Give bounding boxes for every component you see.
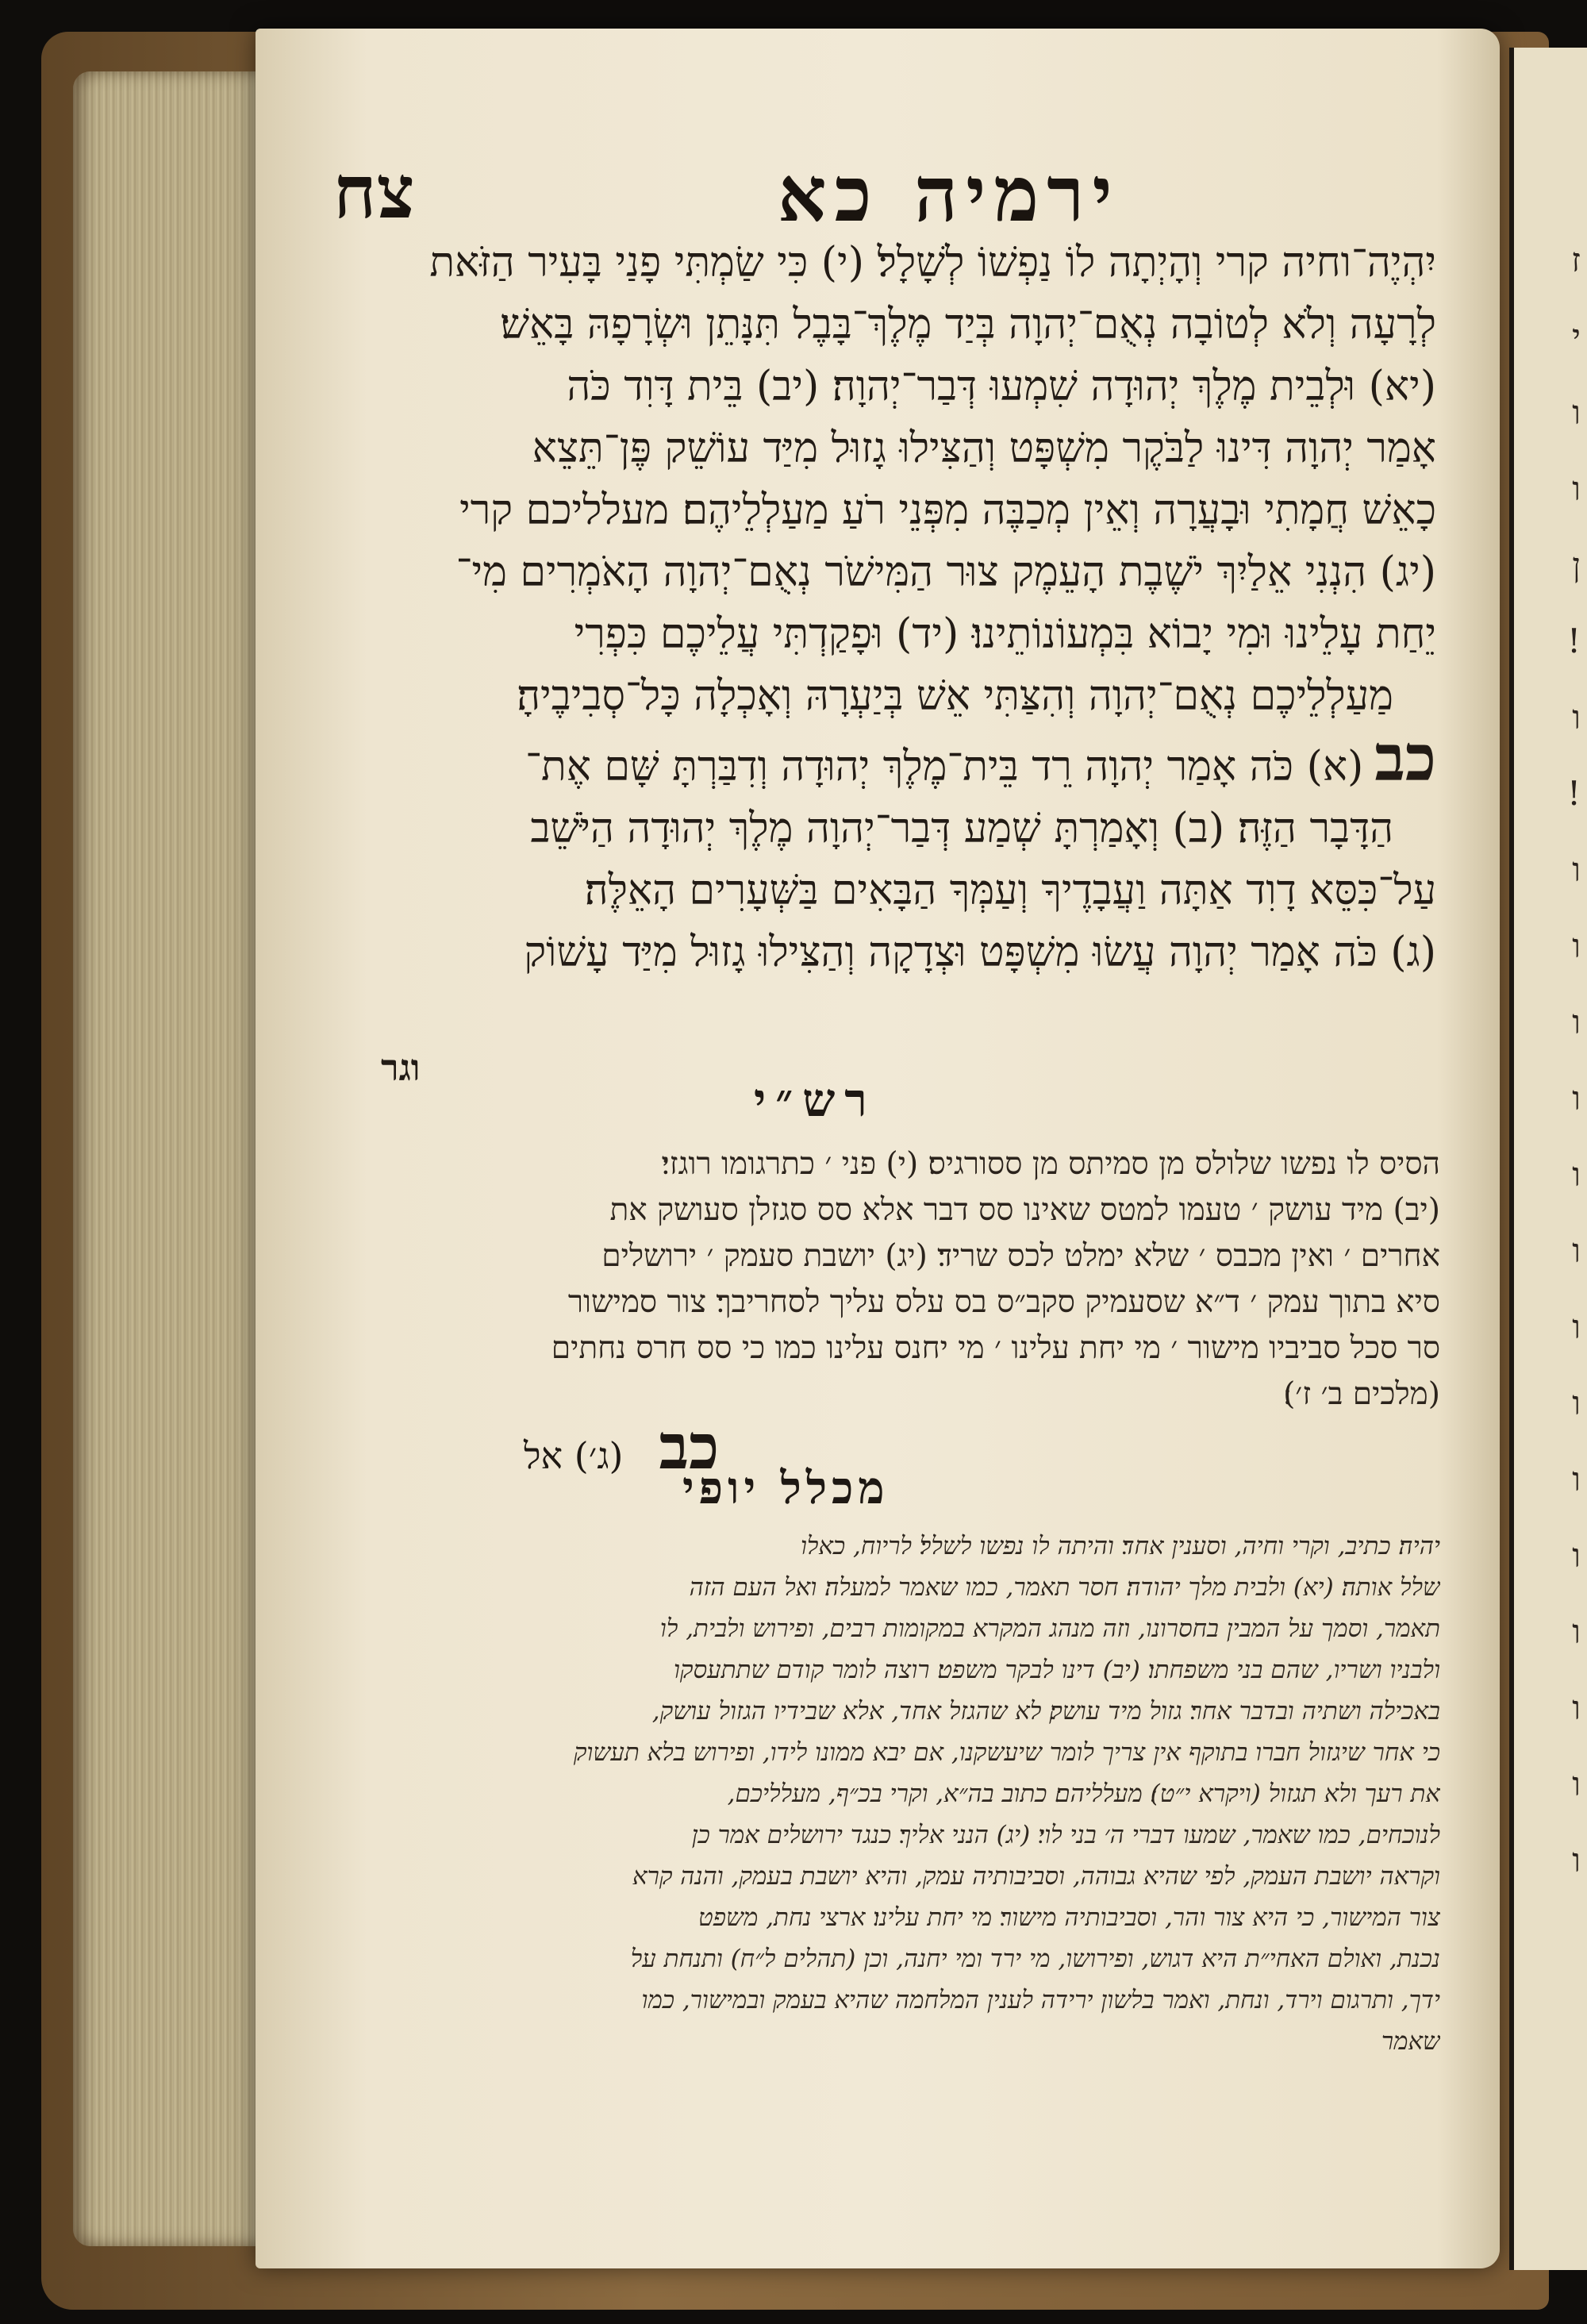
facing-page-glyph: ו	[1572, 926, 1581, 965]
mikhlal-line: וקראה יושבת העמק, לפי שהיא גבוהה, וסביבותיה עמק, והיא יושבת בעמק, והנה קרא	[632, 1862, 1440, 1891]
text-line: אָמַר יְהוָה דִּינוּ לַבֹּקֶר מִשְׁפָּט וְהַצִּילוּ גָזוּל מִיַּד עוֹשֵׁק פֶּן־תֵּצֵא	[532, 425, 1436, 472]
rashi-heading: רש״י	[754, 1073, 877, 1127]
rashi-line: הסיס לו נפשו שלולס מן סמיתס מן ססורגיס׃ (י) פני ׳ כתרגומו רוגזי׃	[661, 1146, 1440, 1182]
mikhlal-line: תאמר, וסמך על המבין בחסרונו, וזה מנהג המקרא במקומות רבים, ופירוש ולבית, לו	[659, 1614, 1440, 1643]
facing-page-glyph: !	[1567, 774, 1581, 813]
facing-page-glyph: ו	[1572, 469, 1581, 508]
facing-page-glyph: ו	[1572, 1231, 1581, 1270]
facing-page-glyph: ו	[1572, 1536, 1581, 1575]
text-line: עַל־כִּסֵּא דָוִד אַתָּה וַעֲבָדֶיךָ וְעַמְּךָ הַבָּאִים בַּשְּׁעָרִים הָאֵלֶּה׃	[584, 867, 1436, 914]
facing-page-glyph: ו	[1572, 393, 1581, 432]
facing-page-glyph: ו	[1572, 1307, 1581, 1346]
rashi-commentary	[341, 1141, 1440, 1418]
facing-page-glyph: ו	[1572, 1688, 1581, 1727]
mikhlal-line: את רעך ולא תגזול (ויקרא י״ט)׃ מעלליהם׃ כתוב בה״א, וקרי בכ״ף, מעלליכם,	[727, 1780, 1440, 1808]
chapter-marker: כב	[1374, 727, 1436, 795]
text-line: לְרָעָה וְלֹא לְטוֹבָה נְאֻם־יְהוָה בְּיַד מֶלֶךְ־בָּבֶל תִּנָּתֵן וּשְׂרָפָהּ בָּאֵשׁ׃	[500, 301, 1436, 348]
facing-page-glyph: ו	[1572, 1079, 1581, 1118]
mikhlal-yofi-heading: מכלל יופי	[682, 1462, 890, 1514]
text-line: הַדָּבָר הַזֶּה׃ (ב) וְאָמַרְתָּ שְׁמַע דְּבַר־יְהוָה מֶלֶךְ יְהוּדָה הַיֹּשֵׁב	[530, 805, 1393, 852]
text-line: (א) כֹּה אָמַר יְהוָה רֵד בֵּית־מֶלֶךְ יְהוּדָה וְדִבַּרְתָּ שָּׁם אֶת־	[525, 743, 1364, 791]
chapter-number: כב	[659, 1411, 720, 1483]
facing-page-glyph: ו	[1572, 850, 1581, 889]
facing-page-glyph: ן	[1572, 545, 1581, 584]
facing-page-glyph: ו	[1572, 1460, 1581, 1499]
book-title: ירמיה כא	[778, 149, 1120, 239]
page-number: צח	[333, 149, 415, 235]
biblical-text	[341, 232, 1436, 983]
rashi-line: סר סכל סביביו מישור ׳ מי יחת עלינו ׳ מי יחנס עלינו כמו כי סס חרס נחתים	[551, 1330, 1440, 1366]
mikhlal-line: שלל אותה׃ (יא) ולבית מלך יהודה׃ חסר תאמר, כמו שאמר למעלה׃ ואל העם הזה	[689, 1573, 1440, 1602]
mikhlal-line: באכילה ושתיה ובדבר אחר׃ גזול מיד עושק׃ לא שהגזל אחד, אלא שבידיו הגזול עושק,	[651, 1697, 1440, 1726]
text-line: (ג) כֹּה אָמַר יְהוָה עֲשׂוּ מִשְׁפָּט וּצְדָקָה וְהַצִּילוּ גָזוּל מִיַּד עָשׁוֹק	[524, 929, 1436, 976]
rashi-line: סיא בתוך עמק ׳ ד״א שסעמיק סקב״ס בס עלס עליך לסחריבך׃ צור סמישור	[567, 1284, 1440, 1320]
facing-page-glyph: ז	[1571, 240, 1581, 279]
text-line: יֵחַת עָלֵינוּ וּמִי יָבוֹא בִּמְעוֹנוֹתֵינוּ׃ (יד) וּפָקַדְתִּי עֲלֵיכֶם כִּפְרִי	[574, 610, 1436, 658]
mikhlal-yofi-commentary	[341, 1526, 1440, 2062]
facing-page-marks	[1517, 222, 1581, 2127]
mikhlal-line: נכנת, ואולם האחי״ת היא דגוש, ופירושו, מי ירד ומי יחנה, וכן (תהלים ל״ח) ותנחת על	[630, 1945, 1440, 1973]
rashi-line: (יב) מיד עושק ׳ טעמו למטס שאינו סס דבר אלא סס סגזלן סעושק את	[609, 1192, 1440, 1228]
mikhlal-line: ידך, ותרגום וירד, ונחת, ואמר בלשון ירידה לענין המלחמה שהיא בעמק ובמישור, כמו	[641, 1986, 1440, 2014]
text-line: (יא) וּלְבֵית מֶלֶךְ יְהוּדָה שִׁמְעוּ דְּבַר־יְהוָה׃ (יב) בֵּית דָּוִד כֹּה	[567, 363, 1436, 410]
facing-page-glyph: י	[1571, 317, 1581, 356]
verse-reference: (ג׳) אל	[524, 1434, 624, 1477]
facing-page-glyph: ו	[1572, 698, 1581, 737]
facing-page-glyph: ו	[1572, 1841, 1581, 1880]
mikhlal-line: לנוכחים, כמו שאמר, שמעו דברי ה׳ בני לוי׃ (יג) הנני אליך׃ כנגד ירושלים אמר כן	[691, 1821, 1440, 1849]
mikhlal-line: יהיה׃ כתיב, וקרי וחיה, וסענין אחד׃ והיתה לו נפשו לשלל׃ לריוח, כאלו	[801, 1532, 1440, 1560]
rashi-line: (מלכים ב׳ ז׳)׃	[1283, 1376, 1440, 1412]
text-line: יִהְיֶה־וחיה קרי וְהָיְתָה לוֹ נַפְשׁוֹ לְשָׁלָל׃ (י) כִּי שַׂמְתִּי פָנַי בָּעִיר הַזֹּאת	[429, 239, 1436, 287]
facing-page-glyph: ו	[1572, 1002, 1581, 1041]
text-line: (יג) הִנְנִי אֵלַיִךְ יֹשֶׁבֶת הָעֵמֶק צוּר הַמִּישֹׁר נְאֻם־יְהוָה הָאֹמְרִים מִי־	[455, 548, 1436, 596]
facing-page-glyph: ו	[1572, 1764, 1581, 1803]
mikhlal-line: צור המישור, כי היא צור והר, וסביבותיה מישור׃ מי יחת עלינו׃ ארצי נחת, משפט	[698, 1903, 1440, 1932]
facing-page-glyph: ו	[1572, 1612, 1581, 1651]
page-header	[333, 149, 1436, 244]
page-edges	[73, 71, 256, 2246]
mikhlal-line: ולבניו ושריו, שהם בני משפחתו׃ (יב) דינו לבקר משפט׃ רוצה לומר קודם שתתעסקו	[673, 1656, 1440, 1684]
text-line: מַעַלְלֵיכֶם נְאֻם־יְהוָה וְהִצַּתִּי אֵשׁ בְּיַעְרָהּ וְאָכְלָה כָּל־סְבִיבֶיהָ׃	[517, 672, 1393, 720]
facing-page-glyph: ו	[1572, 1155, 1581, 1194]
text-line-chapter-start	[341, 727, 1436, 798]
facing-page-glyph: !	[1567, 621, 1581, 660]
rashi-line: אחרים ׳ ואין מכבס ׳ שלא ימלט לכס שריד׃ (יג) יושבת סעמק ׳ ירושלים	[601, 1238, 1440, 1274]
facing-page-glyph: ו	[1572, 1383, 1581, 1422]
mikhlal-line: שאמר	[1381, 2027, 1440, 2056]
mikhlal-line: כי אחר שיגזול חברו בתוקף אין צריך לומר שיעשקנו, אם יבא ממונו לידו, ופירוש בלא תעשוק	[573, 1738, 1440, 1767]
catchword: וגר	[381, 1046, 421, 1089]
text-line: כָאֵשׁ חֲמָתִי וּבָעֲרָה וְאֵין מְכַבֶּה מִפְּנֵי רֹעַ מַעַלְלֵיהֶם׃ מעלליכם קרי	[459, 487, 1436, 534]
